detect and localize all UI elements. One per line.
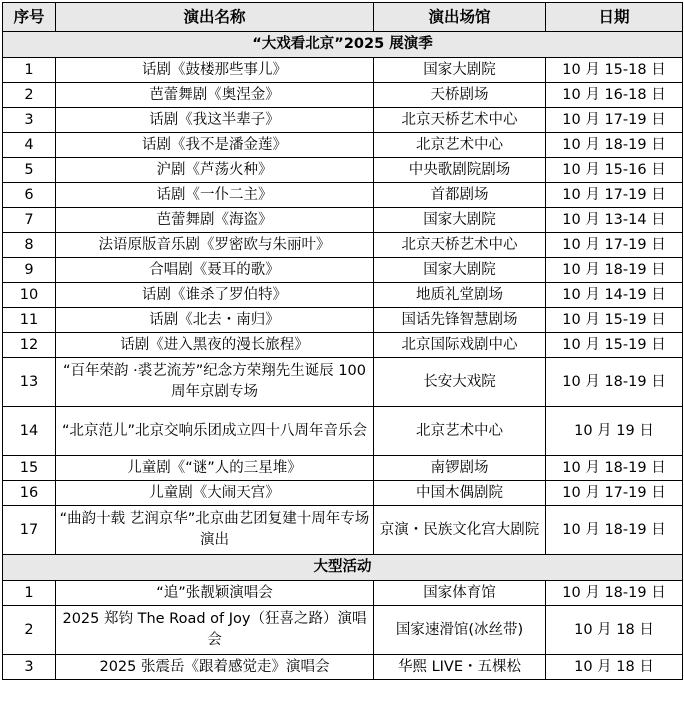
row-venue: 中央歌剧院剧场 (374, 158, 546, 183)
row-date: 10 月 18-19 日 (546, 581, 683, 606)
table-row (3, 258, 683, 283)
row-venue: 国家体育馆 (374, 581, 546, 606)
table-row (3, 333, 683, 358)
table-row (3, 606, 683, 655)
row-number: 4 (3, 133, 56, 158)
row-venue: 北京国际戏剧中心 (374, 333, 546, 358)
row-number: 16 (3, 481, 56, 506)
row-show-name: 话剧《谁杀了罗伯特》 (56, 283, 374, 308)
row-number: 8 (3, 233, 56, 258)
row-number: 12 (3, 333, 56, 358)
row-number: 2 (3, 83, 56, 108)
table-row (3, 58, 683, 83)
row-number: 3 (3, 108, 56, 133)
row-show-name: 话剧《我这半辈子》 (56, 108, 374, 133)
row-show-name: 沪剧《芦荡火种》 (56, 158, 374, 183)
row-date: 10 月 18-19 日 (546, 258, 683, 283)
row-show-name: 话剧《一仆二主》 (56, 183, 374, 208)
row-venue: 国家大剧院 (374, 258, 546, 283)
row-number: 17 (3, 506, 56, 555)
table-row (3, 183, 683, 208)
table-row (3, 133, 683, 158)
row-venue: 北京艺术中心 (374, 407, 546, 456)
row-number: 14 (3, 407, 56, 456)
table-row (3, 581, 683, 606)
row-venue: 京演・民族文化宫大剧院 (374, 506, 546, 555)
row-venue: 长安大戏院 (374, 358, 546, 407)
row-venue: 国家大剧院 (374, 208, 546, 233)
table-row (3, 283, 683, 308)
table-row (3, 456, 683, 481)
row-number: 5 (3, 158, 56, 183)
row-show-name: 话剧《进入黑夜的漫长旅程》 (56, 333, 374, 358)
row-show-name: 话剧《北去・南归》 (56, 308, 374, 333)
row-date: 10 月 13-14 日 (546, 208, 683, 233)
row-show-name: 话剧《我不是潘金莲》 (56, 133, 374, 158)
row-show-name: 芭蕾舞剧《海盗》 (56, 208, 374, 233)
row-show-name: 儿童剧《“谜”人的三星堆》 (56, 456, 374, 481)
row-show-name: 芭蕾舞剧《奥涅金》 (56, 83, 374, 108)
row-date: 10 月 17-19 日 (546, 108, 683, 133)
row-number: 15 (3, 456, 56, 481)
row-number: 9 (3, 258, 56, 283)
row-number: 10 (3, 283, 56, 308)
row-venue: 北京天桥艺术中心 (374, 108, 546, 133)
section-title: “大戏看北京”2025 展演季 (3, 32, 683, 58)
table-header (3, 3, 683, 32)
row-date: 10 月 18-19 日 (546, 133, 683, 158)
row-date: 10 月 15-16 日 (546, 158, 683, 183)
header-show-name: 演出名称 (56, 3, 374, 32)
row-number: 3 (3, 655, 56, 680)
header-number: 序号 (3, 3, 56, 32)
row-date: 10 月 17-19 日 (546, 481, 683, 506)
header-venue: 演出场馆 (374, 3, 546, 32)
table-row (3, 358, 683, 407)
row-date: 10 月 18 日 (546, 655, 683, 680)
table-row (3, 308, 683, 333)
header-row (3, 3, 683, 32)
row-date: 10 月 15-19 日 (546, 308, 683, 333)
row-number: 11 (3, 308, 56, 333)
table-row (3, 233, 683, 258)
row-show-name: “北京范儿”北京交响乐团成立四十八周年音乐会 (56, 407, 374, 456)
row-number: 6 (3, 183, 56, 208)
section-row (3, 555, 683, 581)
row-venue: 天桥剧场 (374, 83, 546, 108)
row-date: 10 月 17-19 日 (546, 233, 683, 258)
row-date: 10 月 18-19 日 (546, 358, 683, 407)
row-venue: 中国木偶剧院 (374, 481, 546, 506)
row-venue: 地质礼堂剧场 (374, 283, 546, 308)
row-venue: 国家速滑馆(冰丝带) (374, 606, 546, 655)
row-date: 10 月 18-19 日 (546, 456, 683, 481)
row-venue: 国家大剧院 (374, 58, 546, 83)
table-row (3, 407, 683, 456)
row-venue: 首都剧场 (374, 183, 546, 208)
row-number: 7 (3, 208, 56, 233)
row-date: 10 月 19 日 (546, 407, 683, 456)
table-row (3, 158, 683, 183)
row-date: 10 月 17-19 日 (546, 183, 683, 208)
row-show-name: 话剧《鼓楼那些事儿》 (56, 58, 374, 83)
row-date: 10 月 16-18 日 (546, 83, 683, 108)
header-date: 日期 (546, 3, 683, 32)
table-row (3, 481, 683, 506)
table-row (3, 83, 683, 108)
row-date: 10 月 18 日 (546, 606, 683, 655)
row-venue: 北京天桥艺术中心 (374, 233, 546, 258)
row-number: 2 (3, 606, 56, 655)
table-row (3, 108, 683, 133)
table-row (3, 506, 683, 555)
table-body (3, 32, 683, 680)
schedule-table (2, 2, 683, 680)
row-show-name: 2025 张震岳《跟着感觉走》演唱会 (56, 655, 374, 680)
row-number: 1 (3, 58, 56, 83)
row-show-name: 合唱剧《聂耳的歌》 (56, 258, 374, 283)
row-show-name: “百年荣韵 ·裘艺流芳”纪念方荣翔先生诞辰 100 周年京剧专场 (56, 358, 374, 407)
row-number: 13 (3, 358, 56, 407)
row-date: 10 月 15-19 日 (546, 333, 683, 358)
row-show-name: 法语原版音乐剧《罗密欧与朱丽叶》 (56, 233, 374, 258)
section-title: 大型活动 (3, 555, 683, 581)
row-date: 10 月 15-18 日 (546, 58, 683, 83)
section-row (3, 32, 683, 58)
row-show-name: “曲韵十载 艺润京华”北京曲艺团复建十周年专场演出 (56, 506, 374, 555)
row-venue: 国话先锋智慧剧场 (374, 308, 546, 333)
table-row (3, 655, 683, 680)
row-date: 10 月 14-19 日 (546, 283, 683, 308)
row-show-name: 儿童剧《大闹天宫》 (56, 481, 374, 506)
row-number: 1 (3, 581, 56, 606)
row-date: 10 月 18-19 日 (546, 506, 683, 555)
row-venue: 华熙 LIVE・五棵松 (374, 655, 546, 680)
row-venue: 南锣剧场 (374, 456, 546, 481)
row-show-name: 2025 郑钧 The Road of Joy（狂喜之路）演唱会 (56, 606, 374, 655)
table-row (3, 208, 683, 233)
row-show-name: “追”张靓颖演唱会 (56, 581, 374, 606)
row-venue: 北京艺术中心 (374, 133, 546, 158)
